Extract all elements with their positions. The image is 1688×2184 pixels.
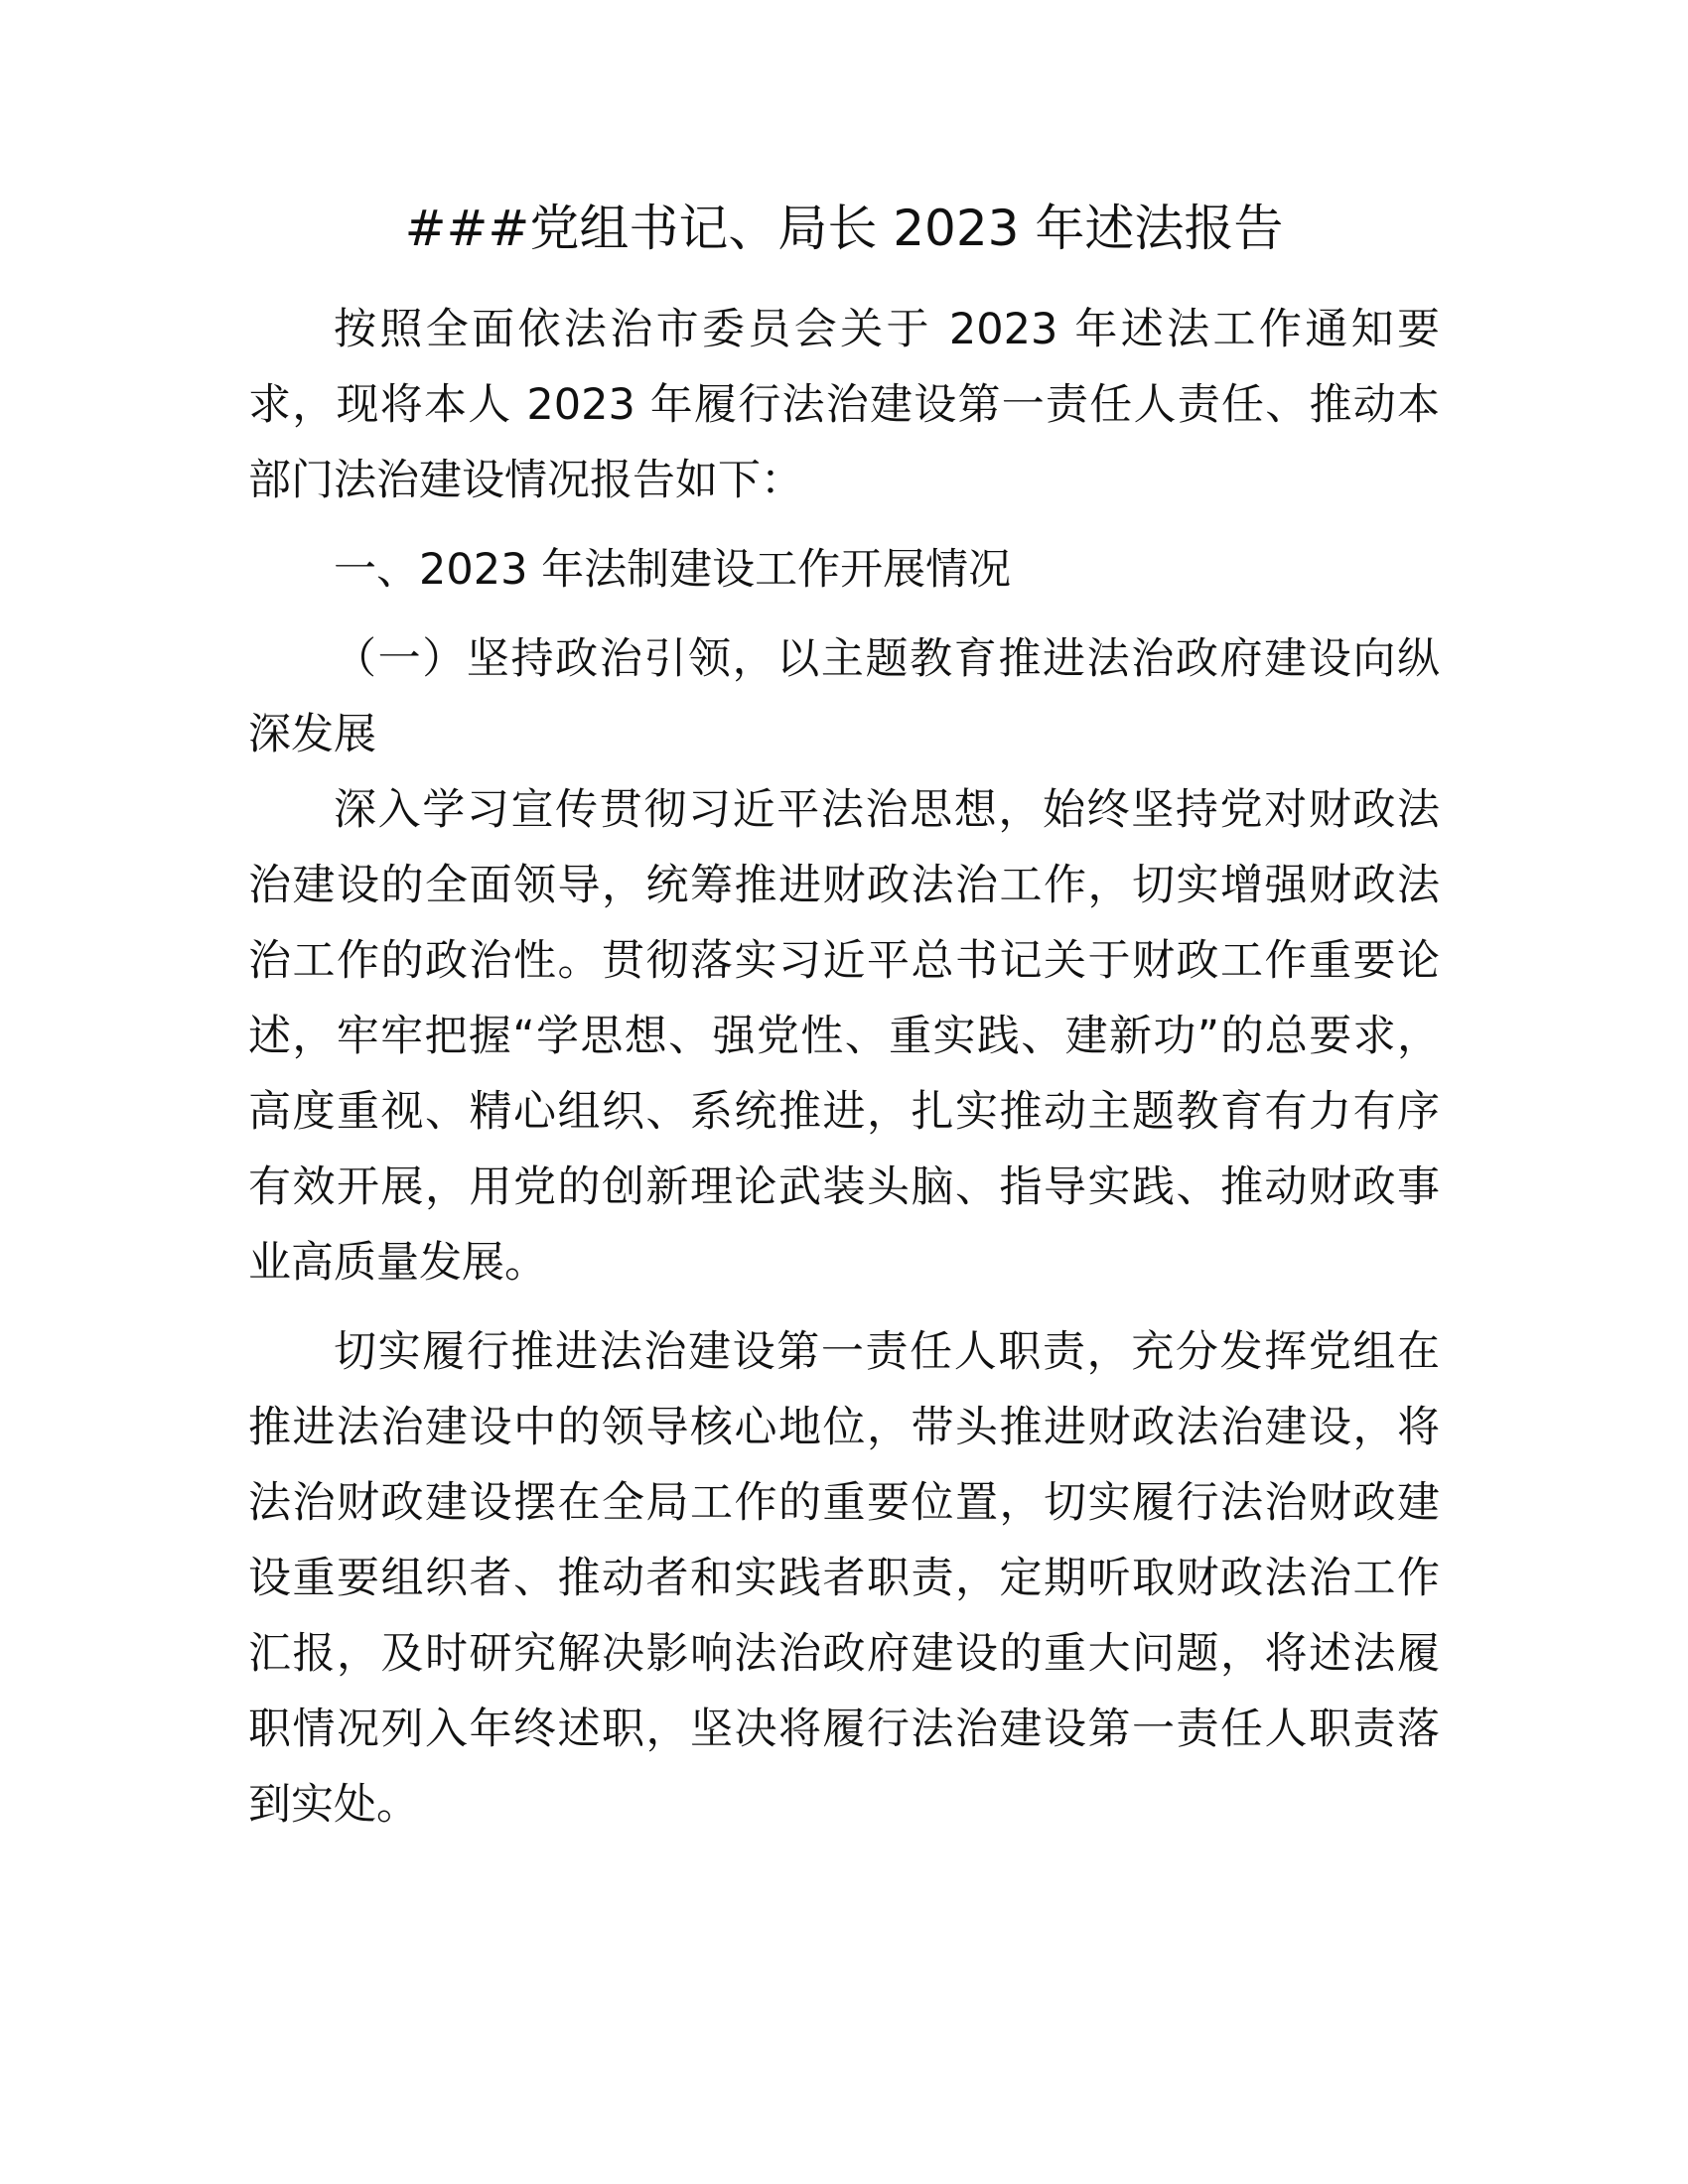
body-paragraph-2: 切实履行推进法治建设第一责任人职责，充分发挥党组在推进法治建设中的领导核心地位，带头推进财政法治建设，将法治财政建设摆在全局工作的重要位置，切实履行法治财政建设重要组织者、推动者和实践者职责，定期听取财政法治工作汇报，及时研究解决影响法治政府建设的重大问题，将述法履职情况列入年终述职，坚决将履行法治建设第一责任人职责落到实处。: [248, 1327, 1440, 1830]
subsection-heading-1: （一）坚持政治引领，以主题教育推进法治政府建设向纵深发展: [248, 634, 1440, 759]
document-body: [248, 199, 1440, 1843]
body-paragraph-1: 深入学习宣传贯彻习近平法治思想，始终坚持党对财政法治建设的全面领导，统筹推进财政法治工作，切实增强财政法治工作的政治性。贯彻落实习近平总书记关于财政工作重要论述，牢牢把握“学思想、强党性、重实践、建新功”的总要求，高度重视、精心组织、系统推进，扎实推动主题教育有力有序有效开展，用党的创新理论武装头脑、指导实践、推动财政事业高质量发展。: [248, 785, 1440, 1288]
section-heading-1: 一、2023 年法制建设工作开展情况: [334, 545, 1012, 595]
document-title: ###党组书记、局长 2023 年述法报告: [404, 200, 1284, 257]
intro-paragraph: 按照全面依法治市委员会关于 2023 年述法工作通知要求，现将本人 2023 年履行法治建设第一责任人责任、推动本部门法治建设情况报告如下：: [248, 305, 1440, 505]
